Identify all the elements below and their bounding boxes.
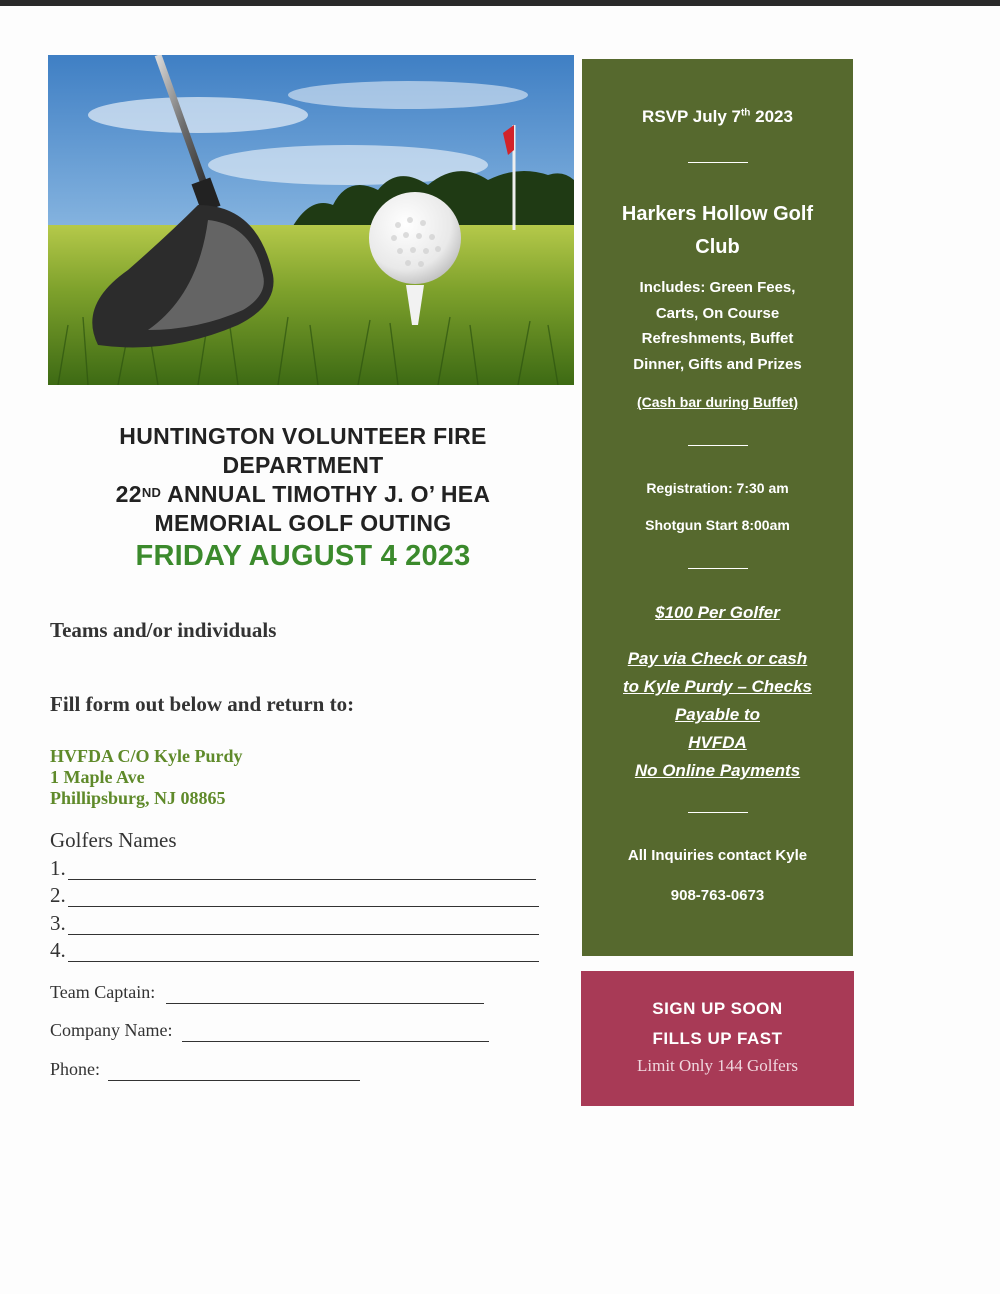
golfer-limit: Limit Only 144 Golfers bbox=[636, 1056, 798, 1075]
golfer-number-2: 2. bbox=[50, 883, 66, 907]
shotgun-start-time: Shotgun Start 8:00am bbox=[645, 517, 790, 533]
golfers-names-label: Golfers Names bbox=[50, 828, 177, 852]
golfer-number-4: 4. bbox=[50, 938, 66, 962]
payment-line-5: No Online Payments bbox=[634, 761, 801, 780]
title-line-3 bbox=[48, 480, 558, 509]
title-line-2: DEPARTMENT bbox=[222, 452, 384, 478]
team-captain-label: Team Captain: bbox=[50, 982, 156, 1002]
address-line-1: HVFDA C/O Kyle Purdy bbox=[50, 746, 243, 766]
address-line-3: Phillipsburg, NJ 08865 bbox=[50, 788, 226, 808]
company-name-label: Company Name: bbox=[50, 1020, 173, 1040]
includes-line-3: Refreshments, Buffet bbox=[641, 330, 794, 347]
venue-line-1: Harkers Hollow Golf bbox=[621, 203, 814, 225]
fills-up-fast: FILLS UP FAST bbox=[652, 1029, 783, 1048]
address-line-2: 1 Maple Ave bbox=[50, 767, 145, 787]
separator-3 bbox=[688, 568, 748, 569]
includes-line-2: Carts, On Course bbox=[655, 304, 780, 322]
event-info-panel bbox=[582, 59, 853, 956]
scan-top-edge bbox=[0, 0, 1000, 6]
event-title-block bbox=[48, 422, 558, 573]
separator-4 bbox=[688, 812, 748, 813]
venue-line-2: Club bbox=[695, 236, 740, 258]
payment-line-2: to Kyle Purdy – Checks bbox=[623, 677, 812, 696]
golf-photo bbox=[48, 55, 574, 385]
phone-label: Phone: bbox=[50, 1059, 101, 1079]
rsvp-date bbox=[582, 107, 853, 127]
separator-1 bbox=[688, 162, 748, 163]
payment-line-3: Payable to bbox=[674, 705, 761, 724]
contact-phone: 908-763-0673 bbox=[670, 887, 765, 904]
title-ordinal-number: 22 bbox=[115, 481, 142, 507]
registration-time: Registration: 7:30 am bbox=[646, 480, 789, 496]
includes-line-4: Dinner, Gifts and Prizes bbox=[633, 355, 802, 373]
includes-line-1: Includes: Green Fees, bbox=[639, 279, 796, 296]
teams-text: Teams and/or individuals bbox=[50, 618, 277, 642]
mailing-address bbox=[50, 746, 243, 809]
signup-callout bbox=[581, 971, 854, 1106]
golfer-number-1: 1. bbox=[50, 856, 66, 880]
title-line-4: MEMORIAL GOLF OUTING bbox=[154, 510, 452, 536]
company-name-field[interactable] bbox=[50, 1020, 490, 1044]
payment-info bbox=[582, 645, 853, 785]
golfer-name-field-1[interactable] bbox=[50, 856, 540, 882]
title-line-3-rest: ANNUAL TIMOTHY J. O’ HEA bbox=[167, 481, 491, 507]
phone-field[interactable] bbox=[50, 1059, 362, 1083]
price-per-golfer: $100 Per Golfer bbox=[655, 603, 780, 622]
rsvp-date-year: 2023 bbox=[750, 107, 793, 126]
cash-bar-note: (Cash bar during Buffet) bbox=[637, 394, 798, 410]
includes-list bbox=[582, 275, 853, 377]
payment-line-4: HVFDA bbox=[688, 733, 747, 752]
fill-form-instruction: Fill form out below and return to: bbox=[50, 692, 355, 716]
golfer-name-field-4[interactable] bbox=[50, 938, 542, 964]
title-line-1: HUNTINGTON VOLUNTEER FIRE bbox=[119, 423, 487, 449]
sign-up-soon: SIGN UP SOON bbox=[652, 999, 783, 1018]
team-captain-field[interactable] bbox=[50, 982, 486, 1006]
separator-2 bbox=[688, 445, 748, 446]
rsvp-date-suffix: th bbox=[740, 107, 751, 119]
golfer-name-field-3[interactable] bbox=[50, 911, 542, 937]
event-date: FRIDAY AUGUST 4 2023 bbox=[135, 540, 471, 572]
rsvp-date-prefix: RSVP July 7 bbox=[642, 107, 741, 126]
venue-name bbox=[582, 198, 853, 264]
golfer-number-3: 3. bbox=[50, 911, 66, 935]
title-ordinal-suffix: ND bbox=[141, 485, 162, 500]
inquiries-text: All Inquiries contact Kyle bbox=[627, 847, 808, 864]
golfer-name-field-2[interactable] bbox=[50, 883, 542, 909]
payment-line-1: Pay via Check or cash bbox=[627, 649, 808, 668]
